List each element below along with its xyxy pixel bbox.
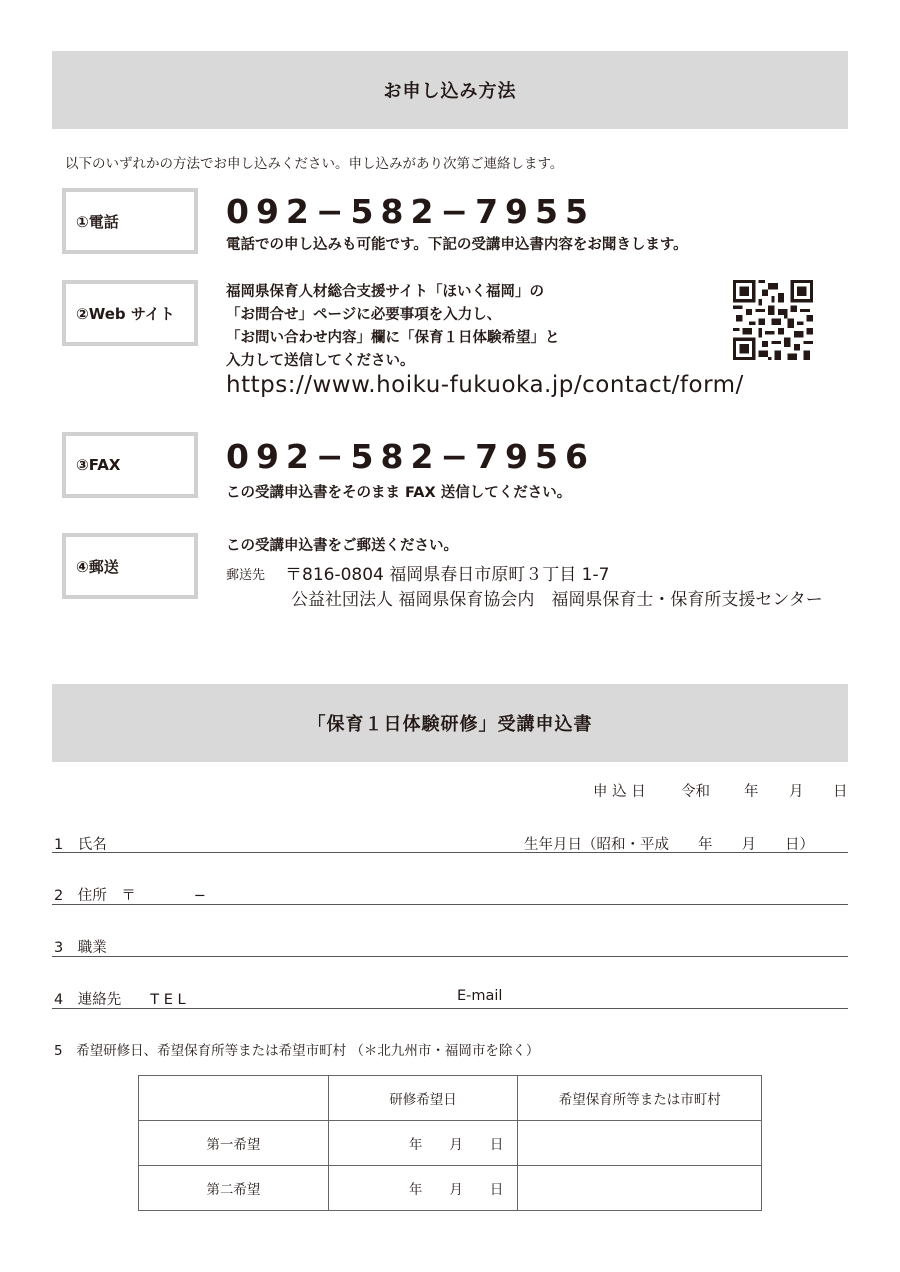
- field-address-label: 2 住所 〒 −: [54, 888, 206, 904]
- table-header-cell: [139, 1076, 329, 1121]
- web-instructions: [226, 281, 560, 373]
- qr-code-icon[interactable]: [733, 280, 813, 360]
- intro-text: 以下のいずれかの方法でお申し込みください。申し込みがあり次第ご連絡します。: [65, 156, 564, 172]
- web-line: 「お問い合わせ内容」欄に「保育１日体験希望」と: [226, 330, 560, 346]
- table-header-cell: 研修希望日: [328, 1076, 518, 1121]
- phone-note: 電話での申し込みも可能です。下記の受講申込書内容をお聞きします。: [226, 237, 688, 253]
- fax-note: この受講申込書をそのまま FAX 送信してください。: [226, 485, 572, 501]
- name-input-line[interactable]: [52, 852, 848, 853]
- mail-note: この受講申込書をご郵送ください。: [226, 538, 458, 554]
- contact-input-line[interactable]: [52, 1008, 848, 1009]
- preference-table: [138, 1075, 762, 1211]
- mail-address-line2: 公益社団法人 福岡県保育協会内 福岡県保育士・保育所支援センター: [291, 590, 823, 610]
- table-row: [139, 1166, 762, 1211]
- field-birth-label: 生年月日（昭和・平成 年 月 日）: [524, 837, 814, 853]
- web-line: 福岡県保育人材総合支援サイト「ほいく福岡」の: [226, 284, 544, 300]
- preferred-date-cell[interactable]: 年 月 日: [328, 1166, 518, 1211]
- table-row-label: 第一希望: [139, 1121, 329, 1166]
- preferred-date-cell[interactable]: 年 月 日: [328, 1121, 518, 1166]
- section-title-apply-method: お申し込み方法: [52, 51, 848, 129]
- apply-date-year[interactable]: 年: [744, 784, 759, 800]
- job-input-line[interactable]: [52, 956, 848, 957]
- field-contact-label: 4 連絡先 T E L: [54, 992, 186, 1008]
- method-label-fax: ③FAX: [62, 432, 198, 498]
- field-email-label: E-mail: [457, 988, 503, 1004]
- fax-number: 092−582−7956: [226, 437, 595, 476]
- apply-date-month[interactable]: 月: [789, 784, 804, 800]
- table-header-cell: 希望保育所等または市町村: [518, 1076, 762, 1121]
- method-label-phone: ①電話: [62, 188, 198, 254]
- table-header-row: [139, 1076, 762, 1121]
- apply-date-label: 申 込 日: [593, 784, 646, 800]
- method-label-web: ②Web サイト: [62, 280, 198, 346]
- mail-dest-label: 郵送先: [226, 568, 266, 583]
- field-name-label: 1 氏名: [54, 837, 107, 853]
- address-input-line[interactable]: [52, 904, 848, 905]
- apply-date-era: 令和: [681, 784, 710, 800]
- field-job-label: 3 職業: [54, 940, 107, 956]
- web-line: 「お問合せ」ページに必要事項を入力し、: [226, 307, 502, 323]
- contact-url-link[interactable]: https://www.hoiku-fukuoka.jp/contact/form/: [226, 372, 744, 398]
- phone-number[interactable]: 092−582−7955: [226, 192, 595, 231]
- mail-address-line1: 〒816-0804 福岡県春日市原町３丁目 1-7: [285, 565, 610, 585]
- table-row: [139, 1121, 762, 1166]
- web-line: 入力して送信してください。: [226, 353, 415, 369]
- field-preference-label: 5 希望研修日、希望保育所等または希望市町村 （＊北九州市・福岡市を除く）: [54, 1043, 540, 1059]
- form-title: 「保育１日体験研修」受講申込書: [52, 684, 848, 762]
- method-label-mail: ④郵送: [62, 533, 198, 599]
- preferred-place-cell[interactable]: [518, 1121, 762, 1166]
- table-row-label: 第二希望: [139, 1166, 329, 1211]
- preferred-place-cell[interactable]: [518, 1166, 762, 1211]
- apply-date-day[interactable]: 日: [833, 784, 848, 800]
